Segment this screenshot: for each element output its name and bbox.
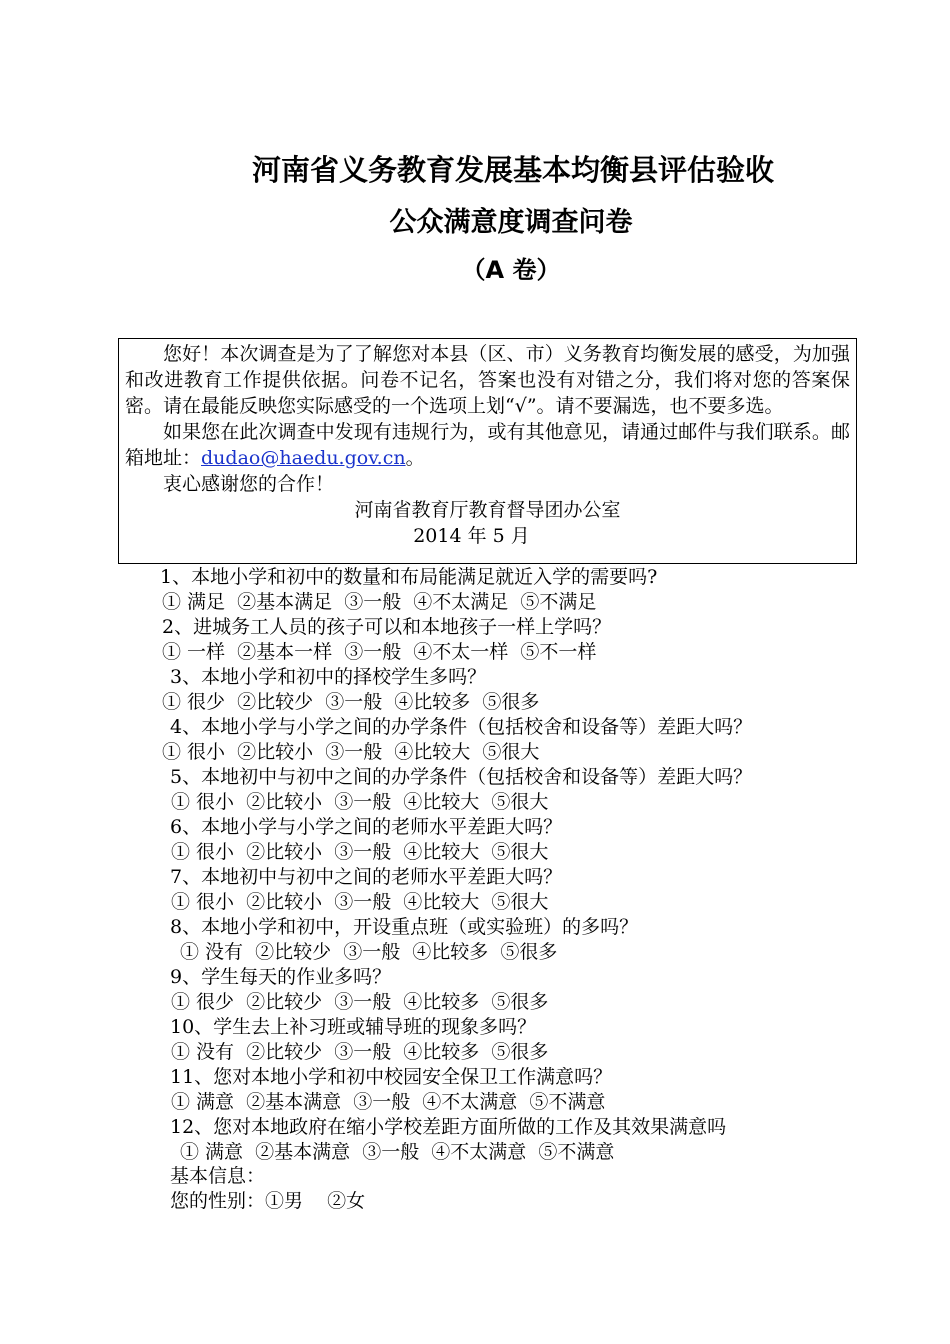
notice-contact <box>125 419 850 471</box>
question-9: 9、学生每天的作业多吗？ <box>170 966 392 988</box>
email-link[interactable]: dudao@haedu.gov.cn <box>201 447 406 469</box>
gender-field: 您的性别：①男 ②女 <box>170 1190 366 1212</box>
notice-contact-end: 。 <box>405 447 425 469</box>
options-12: ① 满意 ②基本满意 ③一般 ④不太满意 ⑤不满意 <box>180 1141 615 1163</box>
options-9: ① 很少 ②比较少 ③一般 ④比较多 ⑤很多 <box>171 991 549 1013</box>
notice-signature: 河南省教育厅教育督导团办公室 <box>354 499 621 521</box>
options-2: ① 一样 ②基本一样 ③一般 ④不太一样 ⑤不一样 <box>162 641 597 663</box>
basic-info-label: 基本信息： <box>170 1165 266 1187</box>
notice-date: 2014 年 5 月 <box>413 525 530 547</box>
question-5: 5、本地初中与初中之间的办学条件（包括校舍和设备等）差距大吗？ <box>170 766 753 788</box>
document-title: 河南省义务教育发展基本均衡县评估验收 <box>251 153 774 187</box>
options-11: ① 满意 ②基本满意 ③一般 ④不太满意 ⑤不满意 <box>171 1091 606 1113</box>
question-3: 3、本地小学和初中的择校学生多吗？ <box>170 666 487 688</box>
options-10: ① 没有 ②比较少 ③一般 ④比较多 ⑤很多 <box>171 1041 549 1063</box>
notice-thanks: 衷心感谢您的合作！ <box>163 473 335 495</box>
options-4: ① 很小 ②比较小 ③一般 ④比较大 ⑤很大 <box>162 741 540 763</box>
question-10: 10、学生去上补习班或辅导班的现象多吗？ <box>170 1016 537 1038</box>
question-12: 12、您对本地政府在缩小学校差距方面所做的工作及其效果满意吗 <box>170 1116 727 1138</box>
question-7: 7、本地初中与初中之间的老师水平差距大吗？ <box>170 866 563 888</box>
options-1: ① 满足 ②基本满足 ③一般 ④不太满足 ⑤不满足 <box>162 591 597 613</box>
volume-label: （A 卷） <box>461 256 561 284</box>
question-4: 4、本地小学与小学之间的办学条件（包括校舍和设备等）差距大吗？ <box>170 716 753 738</box>
question-6: 6、本地小学与小学之间的老师水平差距大吗？ <box>170 816 563 838</box>
options-6: ① 很小 ②比较小 ③一般 ④比较大 ⑤很大 <box>171 841 549 863</box>
question-8: 8、本地小学和初中，开设重点班（或实验班）的多吗？ <box>170 916 639 938</box>
options-8: ① 没有 ②比较少 ③一般 ④比较多 ⑤很多 <box>180 941 558 963</box>
options-5: ① 很小 ②比较小 ③一般 ④比较大 ⑤很大 <box>171 791 549 813</box>
document-subtitle: 公众满意度调查问卷 <box>389 207 633 238</box>
notice-intro: 您好！本次调查是为了了解您对本县（区、市）义务教育均衡发展的感受，为加强和改进教育工作提供依据。问卷不记名，答案也没有对错之分，我们将对您的答案保密。请在最能反映您实际感受的一个选项上划“√”。请不要漏选，也不要多选。 <box>125 343 850 417</box>
question-11: 11、您对本地小学和初中校园安全保卫工作满意吗？ <box>170 1066 613 1088</box>
notice-box <box>118 338 857 564</box>
options-7: ① 很小 ②比较小 ③一般 ④比较大 ⑤很大 <box>171 891 549 913</box>
question-1: 1、本地小学和初中的数量和布局能满足就近入学的需要吗? <box>160 566 658 588</box>
notice-contact-text: 如果您在此次调查中发现有违规行为，或有其他意见，请通过邮件与我们联系。邮箱地址： <box>125 421 850 469</box>
options-3: ① 很少 ②比较少 ③一般 ④比较多 ⑤很多 <box>162 691 540 713</box>
question-2: 2、进城务工人员的孩子可以和本地孩子一样上学吗？ <box>162 616 612 638</box>
